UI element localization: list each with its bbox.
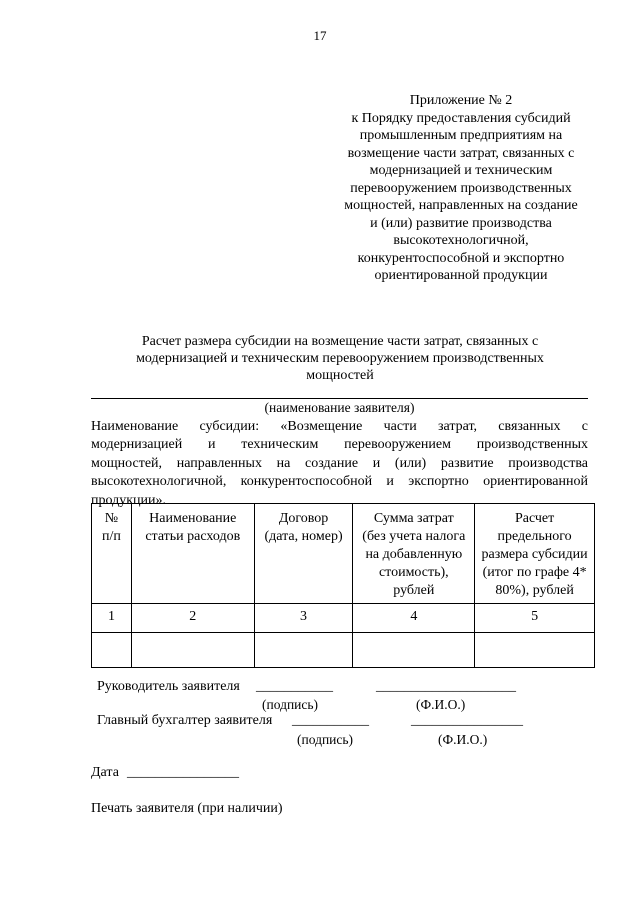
column-number: 2 — [131, 604, 254, 633]
applicant-name-line[interactable] — [91, 398, 588, 399]
column-number: 3 — [254, 604, 353, 633]
header-cell-number: № п/п — [92, 504, 132, 604]
appendix-line: возмещение части затрат, связанных с — [347, 145, 575, 161]
calculation-table — [91, 503, 595, 668]
head-name-line[interactable]: ____________________ — [376, 679, 516, 694]
column-number: 4 — [353, 604, 475, 633]
accountant-signature-line[interactable]: ___________ — [292, 713, 369, 728]
appendix-line: перевооружением производственных — [350, 180, 572, 196]
head-signature-line[interactable]: ___________ — [256, 679, 333, 694]
subsidy-line: Наименование субсидии: «Возмещение части затрат, связанных с — [91, 419, 588, 434]
title-line: мощностей — [306, 368, 374, 383]
table-empty-row — [92, 633, 595, 668]
head-name-caption: (Ф.И.О.) — [416, 697, 466, 712]
subsidy-line: модернизацией и техническим перевооружением производственных — [91, 437, 588, 453]
head-signature-label: Руководитель заявителя — [97, 679, 240, 694]
applicant-name-caption: (наименование заявителя) — [264, 400, 415, 415]
subsidy-line: продукции». — [91, 492, 166, 508]
appendix-line: и (или) развитие производства — [370, 215, 552, 231]
appendix-line: конкурентоспособной и экспортно — [357, 250, 565, 266]
column-number: 1 — [92, 604, 132, 633]
date-line[interactable]: ________________ — [127, 765, 239, 780]
accountant-signature-caption: (подпись) — [297, 732, 354, 747]
empty-cell[interactable] — [131, 633, 254, 668]
header-cell-subsidy-calc: Расчет предельного размера субсидии (итог по графе 4* 80%), рублей — [475, 504, 595, 604]
date-label: Дата — [91, 765, 119, 780]
page-number: 17 — [313, 28, 327, 43]
stamp-label: Печать заявителя (при наличии) — [91, 801, 283, 816]
title-line: модернизацией и техническим перевооружением производственных — [136, 351, 544, 366]
appendix-line: Приложение № 2 — [409, 93, 513, 108]
empty-cell[interactable] — [254, 633, 353, 668]
appendix-line: модернизацией и техническим — [369, 163, 553, 178]
appendix-line: мощностей, направленных на создание — [344, 198, 578, 213]
appendix-header — [330, 92, 592, 285]
header-cell-contract: Договор (дата, номер) — [254, 504, 353, 604]
appendix-line: к Порядку предоставления субсидий — [351, 110, 571, 126]
accountant-name-caption: (Ф.И.О.) — [438, 732, 488, 747]
appendix-line: промышленным предприятиям на — [359, 128, 563, 143]
empty-cell[interactable] — [353, 633, 475, 668]
head-signature-caption: (подпись) — [262, 697, 319, 712]
header-cell-expense-item: Наименование статьи расходов — [131, 504, 254, 604]
document-title — [90, 333, 590, 384]
subsidy-name-paragraph — [91, 418, 588, 510]
subsidy-line: высокотехнологичной, конкурентоспособной и экспортно ориентированной — [91, 474, 588, 490]
title-line: Расчет размера субсидии на возмещение части затрат, связанных с — [141, 334, 539, 349]
appendix-line: ориентированной продукции — [374, 268, 548, 283]
table-column-numbers-row — [92, 604, 595, 633]
accountant-name-line[interactable]: ________________ — [411, 713, 523, 728]
subsidy-line: мощностей, направленных на создание и (или) развитие производства — [91, 455, 588, 471]
header-cell-cost-amount: Сумма затрат (без учета налога на добавленную стоимость), рублей — [353, 504, 475, 604]
table-header-row — [92, 504, 595, 604]
appendix-line: высокотехнологичной, — [393, 233, 529, 248]
accountant-signature-label: Главный бухгалтер заявителя — [97, 713, 273, 728]
empty-cell[interactable] — [92, 633, 132, 668]
column-number: 5 — [475, 604, 595, 633]
empty-cell[interactable] — [475, 633, 595, 668]
